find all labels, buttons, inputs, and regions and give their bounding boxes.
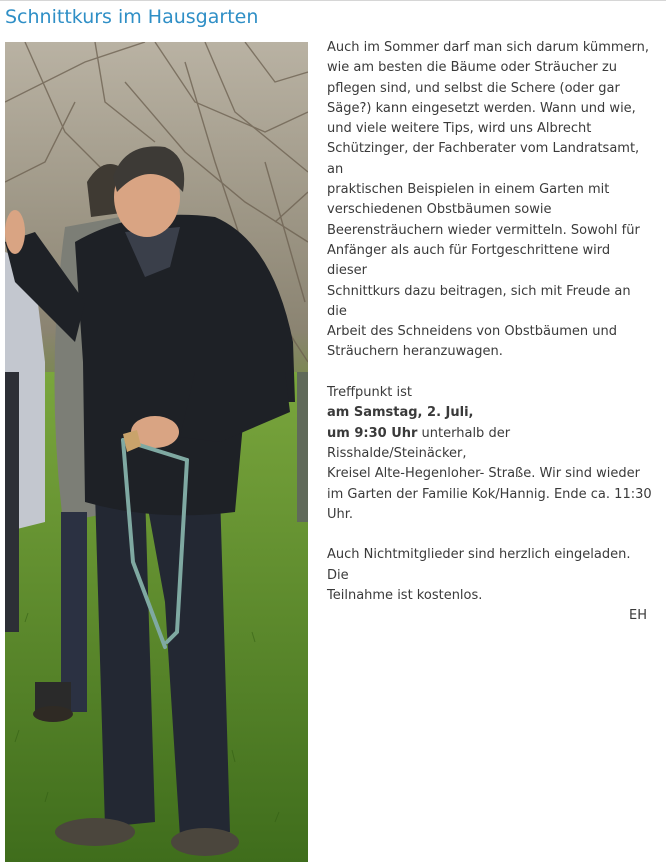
meeting-location: unterhalb der Risshalde/Steinäcker,	[327, 425, 511, 461]
meeting-location-line: Kreisel Alte-Hegenloher- Straße. Wir sind wieder	[327, 466, 641, 482]
meeting-label: Treffpunkt ist	[327, 385, 413, 401]
intro-line: verschiedenen Obstbäumen sowie	[327, 202, 552, 218]
article-photo	[5, 42, 308, 862]
meeting-time: um 9:30 Uhr	[327, 425, 418, 441]
intro-line: Anfänger als auch für Fortgeschrittene wird dieser	[327, 242, 611, 279]
intro-line: Auch im Sommer darf man sich darum kümmern,	[327, 40, 650, 55]
paragraph-gap	[327, 363, 652, 383]
invite-line: Teilnahme ist kostenlos.	[327, 588, 483, 604]
intro-paragraph	[327, 38, 652, 363]
invite-paragraph	[327, 545, 652, 606]
intro-line: wie am besten die Bäume oder Sträucher zu	[327, 60, 618, 76]
intro-line: praktischen Beispielen in einem Garten mit	[327, 182, 610, 198]
intro-line: Schnittkurs dazu beitragen, sich mit Freude an die	[327, 283, 631, 319]
meeting-location-line: im Garten der Familie Kok/Hannig. Ende ca. 11:30	[327, 486, 652, 502]
meeting-location-line: Uhr.	[327, 506, 354, 522]
intro-line: Säge?) kann eingesetzt werden. Wann und wie,	[327, 100, 636, 116]
intro-line: Sträuchern heranzuwagen.	[327, 344, 503, 360]
intro-line: und viele weitere Tips, wird uns Albrecht	[327, 121, 592, 137]
intro-line: Schützinger, der Fachberater vom Landratsamt, an	[327, 141, 640, 177]
photo-illustration	[5, 42, 308, 862]
article-title[interactable]: Schnittkurs im Hausgarten	[5, 6, 259, 28]
article-body	[327, 38, 652, 627]
invite-line: Auch Nichtmitglieder sind herzlich eingeladen. Die	[327, 547, 631, 583]
meeting-paragraph	[327, 383, 652, 525]
top-divider	[0, 0, 666, 1]
intro-line: Beerensträuchern wieder vermitteln. Sowohl für	[327, 222, 640, 238]
intro-line: pflegen sind, und selbst die Schere (oder gar	[327, 80, 620, 96]
intro-line: Arbeit des Schneidens von Obstbäumen und	[327, 324, 617, 340]
meeting-date: am Samstag, 2. Juli,	[327, 405, 474, 421]
paragraph-gap	[327, 525, 652, 545]
author-signature: EH	[629, 608, 647, 624]
